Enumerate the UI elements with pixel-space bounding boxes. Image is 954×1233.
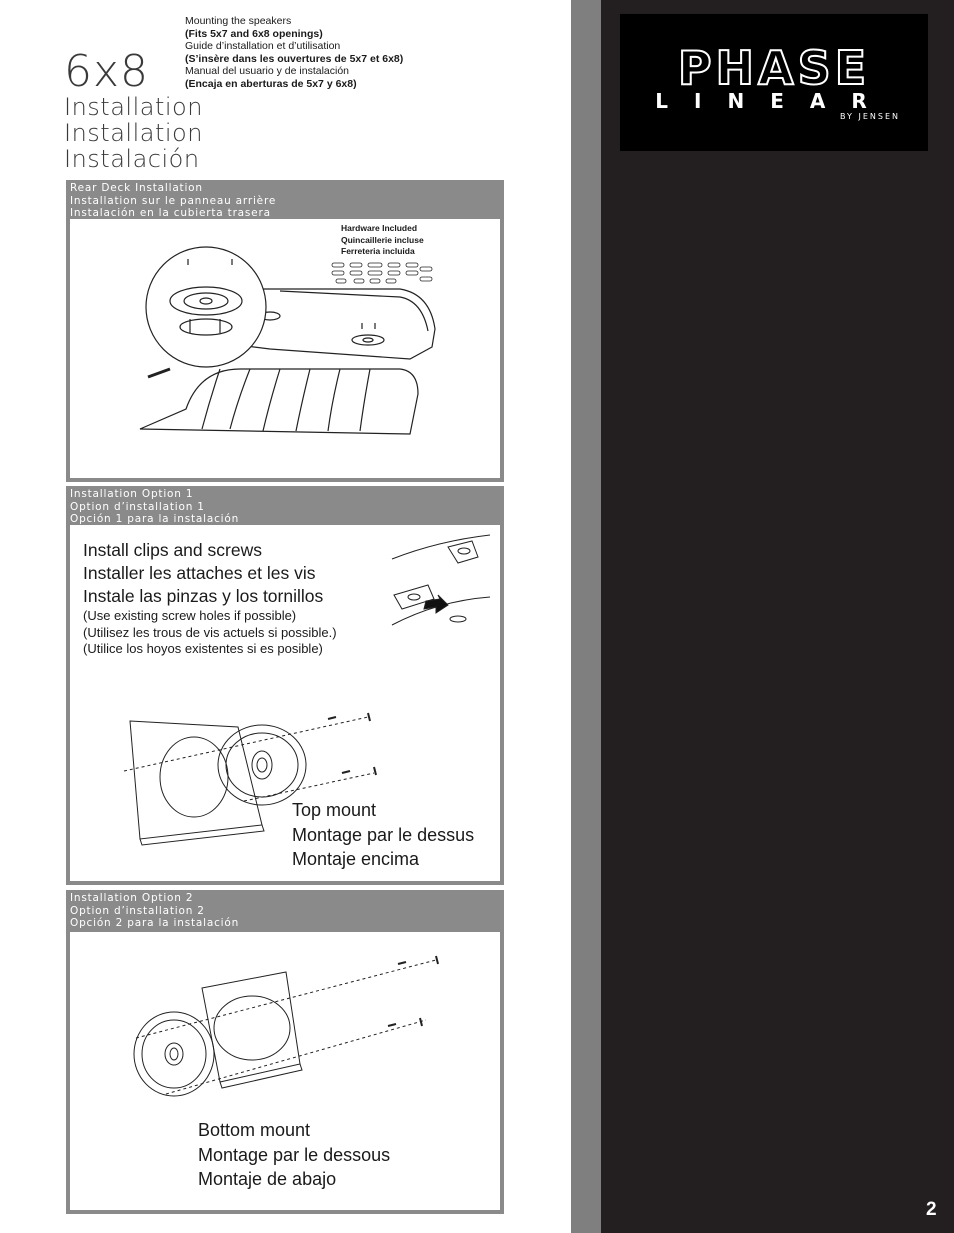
heading-line: Opción 1 para la instalación <box>70 513 240 525</box>
title-fr: Installation <box>64 119 203 147</box>
option1-heading <box>67 487 503 526</box>
title-block <box>64 94 203 172</box>
hardware-line: Hardware Included <box>341 223 418 233</box>
subtitle-line: (Fits 5x7 and 6x8 openings) <box>185 27 323 40</box>
top-mount-caption <box>292 798 474 872</box>
note-line: (Utilice los hoyos existentes si es posible) <box>83 641 323 656</box>
sidebar <box>601 0 954 1233</box>
caption-line: Montaje de abajo <box>198 1169 337 1189</box>
rear-deck-illustration <box>70 219 502 479</box>
phase-linear-logo-icon <box>620 14 928 151</box>
heading-line: Option d’installation 1 <box>70 500 205 513</box>
logo-middle-text: LINEAR <box>655 89 893 113</box>
clip-illustration <box>388 533 508 633</box>
bottom-mount-illustration <box>136 954 466 1114</box>
title-en: Installation <box>64 93 203 121</box>
note-line: (Use existing screw holes if possible) <box>83 608 297 623</box>
hardware-icon <box>332 263 432 283</box>
heading-line: Instalación en la cubierta trasera <box>70 207 271 219</box>
option1-instructions <box>83 539 337 658</box>
bottom-mount-caption <box>198 1118 390 1192</box>
hardware-line: Ferreteria incluida <box>341 246 415 256</box>
subtitle-line: Mounting the speakers <box>185 15 292 27</box>
title-es: Instalación <box>64 145 200 173</box>
rear-deck-heading <box>67 181 503 220</box>
heading-line: Installation Option 1 <box>70 488 194 500</box>
subtitle-block <box>185 15 403 90</box>
heading-line: Opción 2 para la instalación <box>70 917 240 929</box>
caption-line: Bottom mount <box>198 1120 311 1140</box>
caption-line: Montaje encima <box>292 849 420 869</box>
step-line: Install clips and screws <box>83 540 262 560</box>
model-number: 6x8 <box>64 46 150 97</box>
option1-body <box>70 525 500 881</box>
logo-bottom-text: BY JENSEN <box>840 112 900 121</box>
hardware-line: Quincaillerie incluse <box>341 234 424 245</box>
subtitle-line: (Encaja en aberturas de 5x7 y 6x8) <box>185 77 357 90</box>
option2-panel <box>66 890 504 1214</box>
sidebar-stripe <box>571 0 601 1233</box>
rear-deck-panel <box>66 180 504 482</box>
heading-line: Rear Deck Installation <box>70 182 203 194</box>
heading-line: Option d’installation 2 <box>70 904 205 917</box>
option2-heading <box>67 891 503 930</box>
brand-logo <box>620 14 928 151</box>
step-line: Installer les attaches et les vis <box>83 563 316 583</box>
option2-body <box>70 932 500 1210</box>
subtitle-line: Manual del usuario y de instalación <box>185 65 350 77</box>
subtitle-line: Guide d’installation et d’utilisation <box>185 40 341 52</box>
note-line: (Utilisez les trous de vis actuels si possible.) <box>83 624 337 640</box>
caption-line: Montage par le dessus <box>292 824 475 845</box>
logo-top-text: PHASE <box>677 41 871 95</box>
option1-panel <box>66 486 504 885</box>
subtitle-line: (S’insère dans les ouvertures de 5x7 et 6x8) <box>185 52 404 65</box>
caption-line: Montage par le dessous <box>198 1144 391 1165</box>
step-line: Instale las pinzas y los tornillos <box>83 586 324 606</box>
heading-line: Installation Option 2 <box>70 892 194 904</box>
heading-line: Installation sur le panneau arrière <box>70 194 277 207</box>
caption-line: Top mount <box>292 800 377 820</box>
rear-deck-illustration-area <box>70 219 500 478</box>
page-number: 2 <box>926 1199 937 1220</box>
